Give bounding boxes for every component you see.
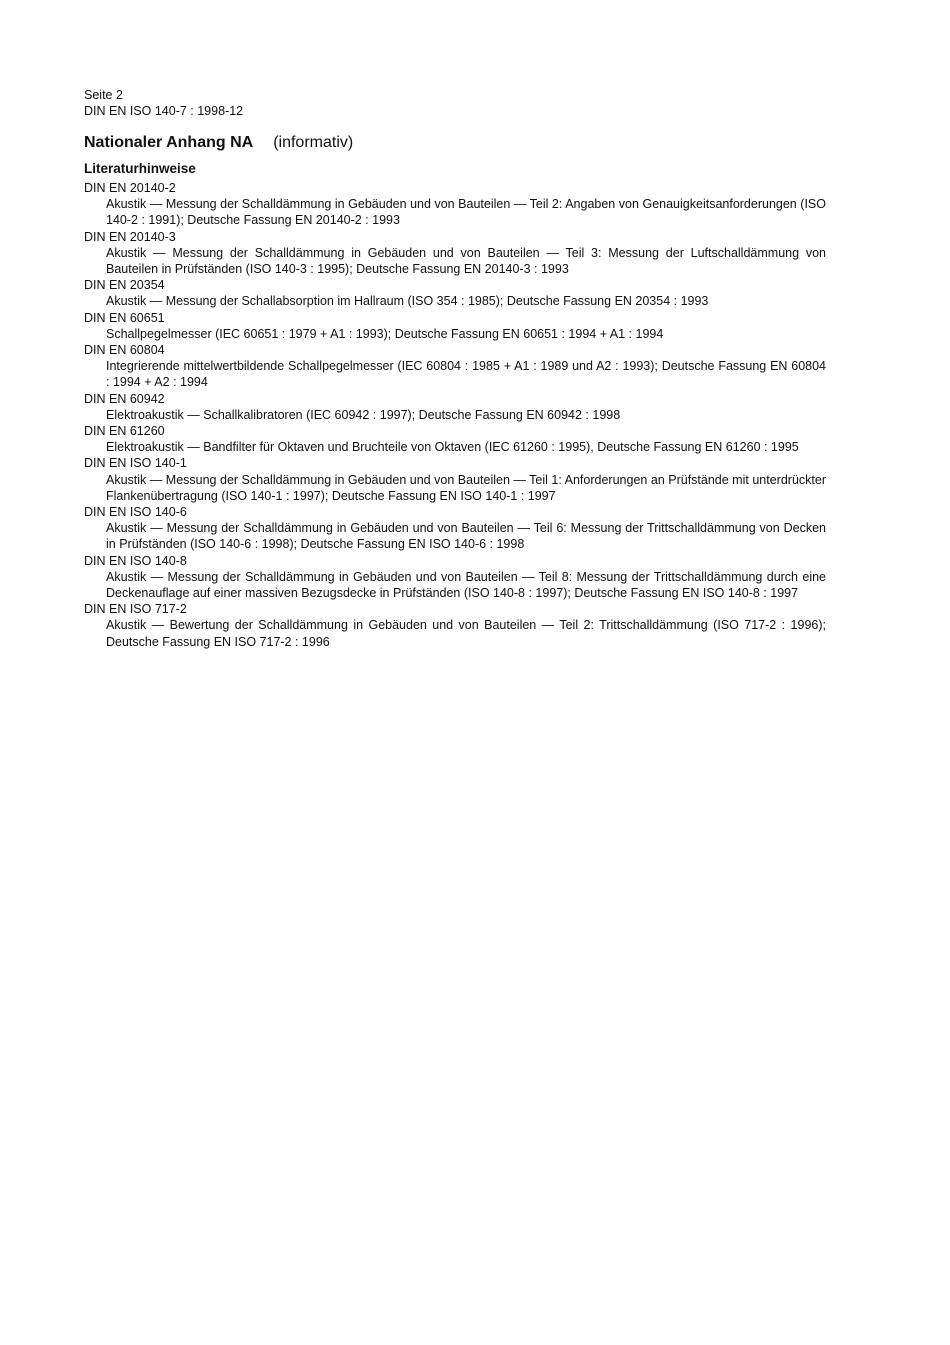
annex-title: Nationaler Anhang NA bbox=[84, 134, 254, 151]
reference-description: Akustik — Messung der Schalldämmung in Gebäuden und von Bauteilen — Teil 8: Messung der Trittschalldämmung durch eine Deckenauflage auf einer massiven Bezugsdecke in Prüfständen (ISO 140-8 : 1997); Deutsche Fassung EN ISO 140-8 : 1997 bbox=[106, 569, 826, 601]
reference-item bbox=[84, 180, 826, 229]
reference-item bbox=[84, 277, 826, 309]
reference-code: DIN EN 60942 bbox=[84, 391, 165, 406]
reference-code: DIN EN ISO 717-2 bbox=[84, 602, 187, 617]
document-id: DIN EN ISO 140-7 : 1998-12 bbox=[84, 103, 244, 118]
reference-description: Akustik — Messung der Schalldämmung in Gebäuden und von Bauteilen — Teil 1: Anforderungen an Prüfstände mit unterdrückter Flankenübertragung (ISO 140-1 : 1997); Deutsche Fassung EN ISO 140-1 : 1997 bbox=[106, 472, 826, 503]
annex-note: (informativ) bbox=[273, 134, 354, 151]
annex-heading bbox=[84, 133, 826, 153]
document-page bbox=[84, 88, 826, 650]
reference-description: Integrierende mittelwertbildende Schallpegelmesser (IEC 60804 : 1985 + A1 : 1989 und A2 : 1993); Deutsche Fassung EN 60804 : 1994 + A2 : 1994 bbox=[106, 359, 826, 390]
reference-description: Akustik — Bewertung der Schalldämmung in Gebäuden und von Bauteilen — Teil 2: Trittschalldämmung (ISO 717-2 : 1996); Deutsche Fassung EN ISO 717-2 : 1996 bbox=[106, 618, 826, 649]
reference-description: Elektroakustik — Schallkalibratoren (IEC 60942 : 1997); Deutsche Fassung EN 60942 : 1998 bbox=[106, 407, 621, 422]
reference-description: Akustik — Messung der Schalldämmung in Gebäuden und von Bauteilen — Teil 2: Angaben von Genauigkeitsanforderungen (ISO 140-2 : 1991); Deutsche Fassung EN 20140-2 : 1993 bbox=[106, 197, 826, 228]
reference-item bbox=[84, 310, 826, 342]
reference-list bbox=[84, 180, 826, 650]
reference-description: Elektroakustik — Bandfilter für Oktaven und Bruchteile von Oktaven (IEC 61260 : 1995), Deutsche Fassung EN 61260 : 1995 bbox=[106, 440, 799, 455]
reference-code: DIN EN 20140-2 bbox=[84, 181, 176, 195]
reference-code: DIN EN 20354 bbox=[84, 278, 165, 293]
reference-code: DIN EN 60651 bbox=[84, 310, 165, 325]
reference-item bbox=[84, 229, 826, 278]
reference-item bbox=[84, 423, 826, 455]
reference-description: Akustik — Messung der Schallabsorption im Hallraum (ISO 354 : 1985); Deutsche Fassung EN 20354 : 1993 bbox=[106, 294, 709, 309]
reference-code: DIN EN 60804 bbox=[84, 343, 165, 358]
reference-item bbox=[84, 553, 826, 602]
reference-description: Akustik — Messung der Schalldämmung in Gebäuden und von Bauteilen — Teil 3: Messung der Luftschalldämmung von Bauteilen in Prüfständen (ISO 140-3 : 1995); Deutsche Fassung EN 20140-3 : 1993 bbox=[106, 245, 826, 277]
page-number: Seite 2 bbox=[84, 88, 123, 102]
reference-code: DIN EN ISO 140-8 bbox=[84, 553, 187, 568]
reference-description: Akustik — Messung der Schalldämmung in Gebäuden und von Bauteilen — Teil 6: Messung der Trittschalldämmung von Decken in Prüfständen (ISO 140-6 : 1998); Deutsche Fassung EN ISO 140-6 : 1998 bbox=[106, 521, 826, 552]
reference-code: DIN EN 61260 bbox=[84, 424, 165, 439]
reference-item bbox=[84, 342, 826, 391]
reference-item bbox=[84, 601, 826, 650]
reference-item bbox=[84, 391, 826, 423]
reference-description: Schallpegelmesser (IEC 60651 : 1979 + A1 : 1993); Deutsche Fassung EN 60651 : 1994 + A1 : 1994 bbox=[106, 326, 664, 341]
reference-item bbox=[84, 504, 826, 553]
reference-code: DIN EN ISO 140-6 bbox=[84, 505, 187, 520]
reference-item bbox=[84, 455, 826, 504]
reference-code: DIN EN 20140-3 bbox=[84, 229, 176, 244]
section-title: Literaturhinweise bbox=[84, 161, 196, 176]
reference-code: DIN EN ISO 140-1 bbox=[84, 456, 187, 471]
